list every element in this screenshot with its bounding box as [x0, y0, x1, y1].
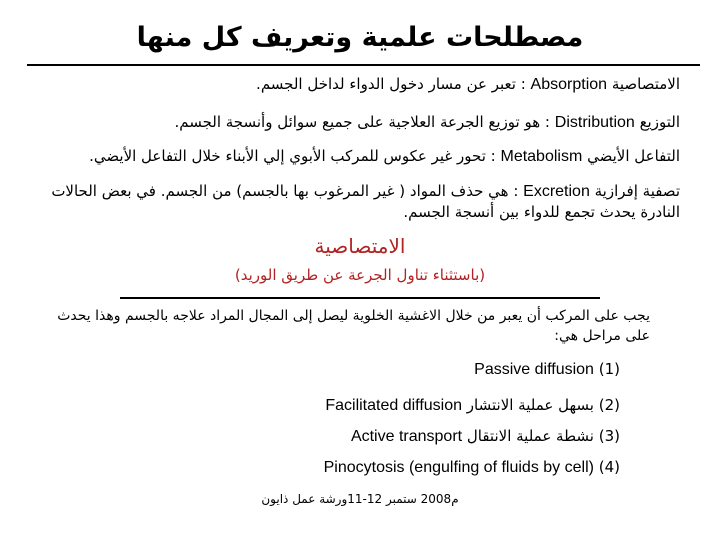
- footer-note: م2008 ستمبر 12-11ورشة عمل ذايون: [261, 492, 459, 506]
- list-item: [474, 360, 620, 379]
- stage-english: Active transport: [350, 428, 463, 445]
- section-divider: [120, 297, 600, 299]
- term-english: Absorption: [530, 76, 608, 93]
- stage-arabic: نشطة عملية الانتقال: [466, 427, 594, 445]
- definition-text: : هو توزيع الجرعة العلاجية على جميع سوائل وأنسجة الجسم.: [174, 113, 550, 131]
- term-english: Metabolism: [500, 148, 583, 165]
- term-arabic: الامتصاصية: [611, 75, 680, 93]
- list-item: [351, 427, 620, 446]
- section-note: (باستثناء تناول الجرعة عن طريق الوريد): [234, 266, 486, 284]
- stage-number: (4): [598, 458, 620, 476]
- section-body: يجب على المركب أن يعبر من خلال الاغشية الخلوية ليصل إلى المجال المراد علاجه بالجسم وهذا يحدث على مراحل هي:: [57, 308, 650, 344]
- definition-text: : تعبر عن مسار دخول الدواء لداخل الجسم.: [256, 75, 526, 93]
- term-arabic: التوزيع: [639, 113, 680, 131]
- list-item: [325, 396, 620, 415]
- definition-excretion: [20, 181, 680, 223]
- definition-text: : تحور غير عكوس للمركب الأبوي إلي الأبناء خلال التفاعل الأيضي.: [89, 147, 496, 165]
- title-divider: [27, 64, 700, 66]
- definition-distribution: [174, 113, 680, 132]
- definition-absorption: [256, 75, 680, 94]
- term-english: Excretion: [523, 183, 590, 200]
- stage-arabic: بسهل عملية الانتشار: [466, 396, 594, 414]
- section-title: الامتصاصية: [314, 234, 406, 258]
- term-arabic: تصفية إفرازية: [594, 182, 680, 200]
- term-english: Distribution: [554, 114, 635, 131]
- stage-number: (1): [598, 360, 620, 378]
- page-title: مصطلحات علمية وتعريف كل منها: [136, 22, 584, 53]
- stage-number: (2): [598, 396, 620, 414]
- stage-english: Facilitated diffusion: [325, 397, 463, 414]
- stage-english: Passive diffusion: [474, 361, 594, 378]
- list-item: [324, 458, 620, 477]
- stage-english: Pinocytosis (engulfing of fluids by cell): [323, 459, 594, 476]
- definition-text: : هي حذف المواد ( غير المرغوب بها بالجسم) من الجسم. في بعض الحالات النادرة يحدث تجمع للدواء بين أنسجة الجسم.: [51, 182, 680, 221]
- term-arabic: التفاعل الأيضي: [587, 147, 680, 165]
- definition-metabolism: [89, 147, 680, 166]
- stage-number: (3): [598, 427, 620, 445]
